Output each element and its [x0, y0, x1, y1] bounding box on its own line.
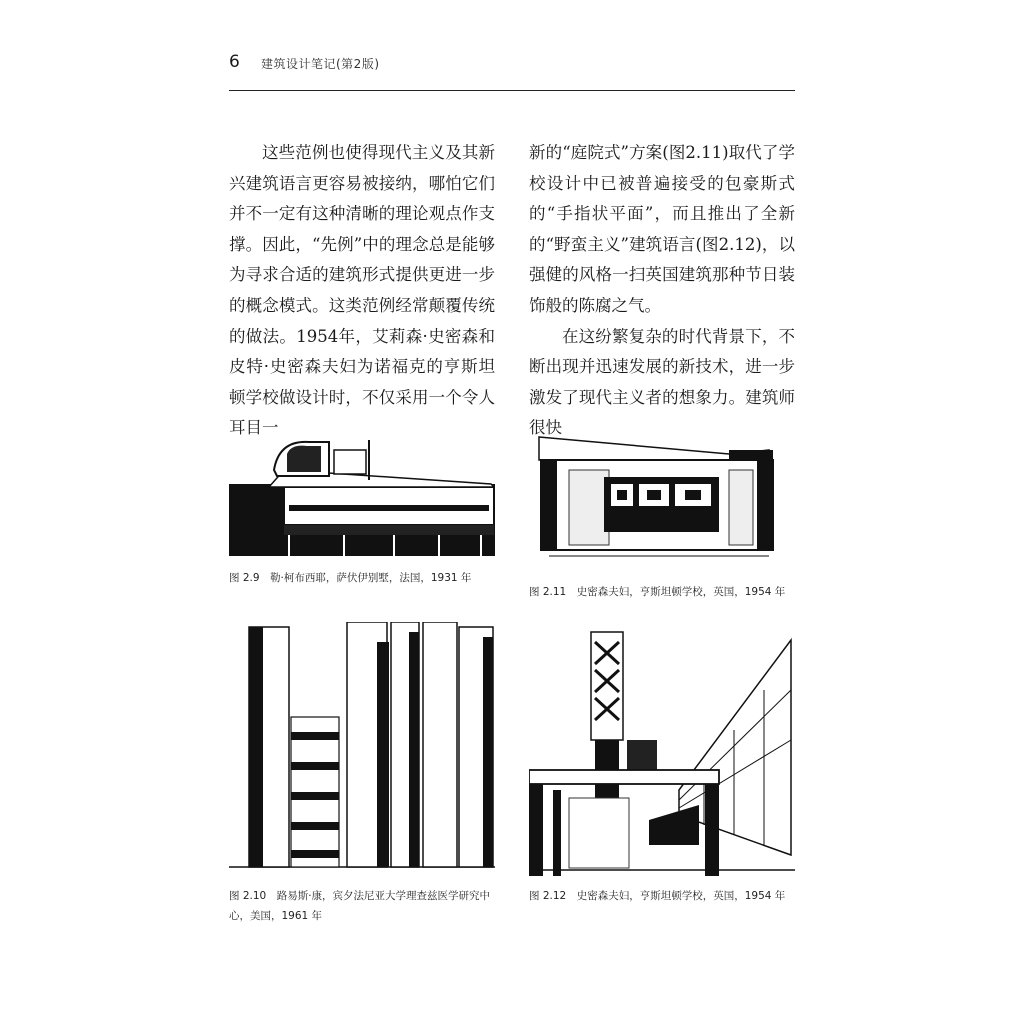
right-text-column — [529, 138, 795, 444]
figure-caption-2-10: 图 2.10 路易斯·康，宾夕法尼亚大学理查兹医学研究中心，美国，1961 年 — [229, 890, 491, 922]
page-number: 6 — [229, 52, 240, 72]
header-rule — [229, 90, 795, 91]
figure-villa-savoye-sketch — [229, 432, 495, 560]
figure-caption-2-12: 图 2.12 史密森夫妇，亨斯坦顿学校，英国，1954 年 — [529, 890, 786, 902]
hunstanton-elevation-drawing — [529, 432, 795, 560]
page-header — [229, 52, 795, 92]
body-paragraph-continued: 新的“庭院式”方案(图2.11)取代了学校设计中已被普遍接受的包豪斯式的“手指状平面”，而且推出了全新的“野蛮主义”建筑语言(图2.12)，以强健的风格一扫英国建筑那种节日装饰般的陈腐之气。 — [529, 143, 795, 315]
figure-caption-2-11: 图 2.11 史密森夫妇，亨斯坦顿学校，英国，1954 年 — [529, 586, 786, 598]
figure-richards-labs-sketch — [229, 622, 495, 874]
figure-caption-2-9: 图 2.9 勒·柯布西耶，萨伏伊别墅，法国，1931 年 — [229, 572, 472, 584]
hunstanton-perspective-drawing — [529, 630, 795, 876]
left-text-column — [229, 138, 495, 444]
richards-labs-drawing — [229, 622, 495, 874]
figure-hunstanton-elevation-sketch — [529, 432, 795, 560]
running-title: 建筑设计笔记(第2版) — [261, 57, 380, 71]
figure-hunstanton-perspective-sketch — [529, 630, 795, 876]
villa-savoye-drawing — [229, 432, 495, 560]
body-paragraph: 这些范例也使得现代主义及其新兴建筑语言更容易被接纳，哪怕它们并不一定有这种清晰的理论观点作支撑。因此，“先例”中的理念总是能够为寻求合适的建筑形式提供更进一步的概念模式。这类范例经常颠覆传统的做法。1954年，艾莉森·史密森和皮特·史密森夫妇为诺福克的亨斯坦顿学校做设计时，不仅采用一个令人耳目一 — [229, 143, 495, 438]
body-paragraph: 在这纷繁复杂的时代背景下，不断出现并迅速发展的新技术，进一步激发了现代主义者的想象力。建筑师很快 — [529, 326, 795, 438]
